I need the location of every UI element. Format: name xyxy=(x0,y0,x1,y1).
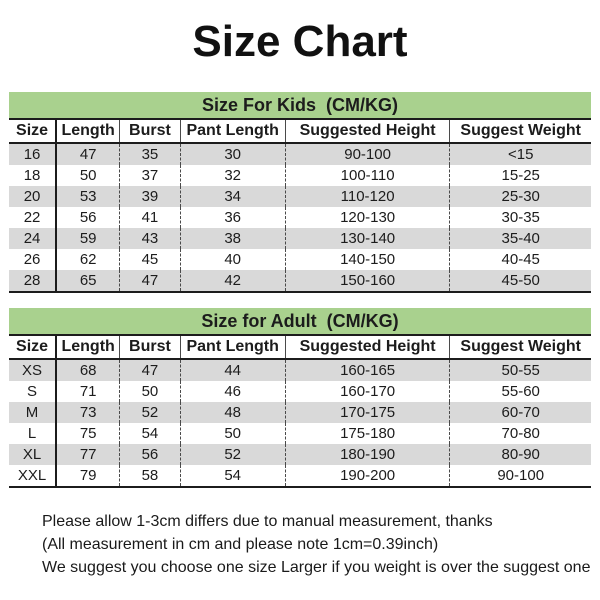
table-cell: 47 xyxy=(120,359,180,381)
header-row xyxy=(9,335,591,359)
column-header: Burst xyxy=(120,335,180,359)
table-cell: 180-190 xyxy=(285,444,450,465)
table-cell: 15-25 xyxy=(501,167,540,184)
table-cell: 80-90 xyxy=(501,446,540,463)
table-cell: M xyxy=(9,402,56,423)
table-row xyxy=(9,207,591,228)
table-row xyxy=(9,423,591,444)
table-cell: 160-170 xyxy=(285,381,450,402)
table-cell: 30-35 xyxy=(501,209,540,226)
table-cell: 79 xyxy=(56,465,120,487)
table-cell: 22 xyxy=(9,207,56,228)
note-line-1: Please allow 1-3cm differs due to manual measurement, thanks xyxy=(42,513,493,530)
table-row xyxy=(9,402,591,423)
column-header: Pant Length xyxy=(180,335,285,359)
table-cell: 110-120 xyxy=(285,186,450,207)
table-cell: 47 xyxy=(120,270,180,292)
table-cell: 50 xyxy=(56,165,120,186)
table-cell: 26 xyxy=(9,249,56,270)
table-row xyxy=(9,186,591,207)
kids-size-table xyxy=(9,118,591,293)
table-cell: 56 xyxy=(120,444,180,465)
table-cell: 24 xyxy=(9,228,56,249)
column-header: Length xyxy=(56,119,120,143)
header-row xyxy=(9,119,591,143)
table-cell: 45 xyxy=(120,249,180,270)
table-cell: 39 xyxy=(120,186,180,207)
table-cell: 41 xyxy=(120,207,180,228)
table-row xyxy=(9,270,591,292)
table-cell: 90-100 xyxy=(497,467,545,484)
adult-section xyxy=(0,308,600,488)
table-row xyxy=(9,165,591,186)
table-cell: 60-70 xyxy=(501,404,540,421)
table-cell: 36 xyxy=(180,207,285,228)
table-cell: 190-200 xyxy=(285,465,450,487)
adult-section-header: Size for Adult (CM/KG) xyxy=(9,308,591,334)
column-header: Pant Length xyxy=(180,119,285,143)
table-cell: 52 xyxy=(180,444,285,465)
table-cell: XXL xyxy=(9,465,56,487)
table-cell: 48 xyxy=(180,402,285,423)
table-cell: 170-175 xyxy=(285,402,450,423)
table-cell: 54 xyxy=(180,465,285,487)
table-cell: 35 xyxy=(120,143,180,165)
table-cell: 25-30 xyxy=(501,188,540,205)
table-cell: 140-150 xyxy=(285,249,450,270)
table-cell: 50-55 xyxy=(501,362,540,379)
table-cell: 150-160 xyxy=(285,270,450,292)
table-cell: 58 xyxy=(120,465,180,487)
table-cell: 59 xyxy=(56,228,120,249)
table-cell: 77 xyxy=(56,444,120,465)
table-cell: 52 xyxy=(120,402,180,423)
table-cell: 175-180 xyxy=(285,423,450,444)
table-cell: 37 xyxy=(120,165,180,186)
column-header: Suggest Weight xyxy=(450,119,591,143)
table-row xyxy=(9,359,591,381)
page-title: Size Chart xyxy=(192,17,408,66)
table-cell: 130-140 xyxy=(285,228,450,249)
table-cell: 55-60 xyxy=(501,383,540,400)
table-cell: 120-130 xyxy=(285,207,450,228)
table-row xyxy=(9,249,591,270)
table-cell: 40 xyxy=(180,249,285,270)
column-header: Size xyxy=(9,119,56,143)
column-header: Suggested Height xyxy=(285,335,450,359)
table-cell: 18 xyxy=(9,165,56,186)
table-cell: 65 xyxy=(56,270,120,292)
measurement-notes xyxy=(42,510,600,579)
table-cell: 62 xyxy=(56,249,120,270)
table-row xyxy=(9,381,591,402)
table-cell: 28 xyxy=(9,270,56,292)
table-cell: XL xyxy=(9,444,56,465)
table-cell: L xyxy=(9,423,56,444)
table-cell: 50 xyxy=(120,381,180,402)
table-row xyxy=(9,444,591,465)
table-cell: <15 xyxy=(507,146,534,163)
table-cell: 38 xyxy=(180,228,285,249)
table-cell: 35-40 xyxy=(501,230,540,247)
column-header: Suggest Weight xyxy=(450,335,591,359)
adult-size-table xyxy=(9,334,591,488)
column-header: Size xyxy=(9,335,56,359)
table-cell: 16 xyxy=(9,143,56,165)
table-cell: 20 xyxy=(9,186,56,207)
table-cell: S xyxy=(9,381,56,402)
column-header: Suggested Height xyxy=(285,119,450,143)
table-cell: 44 xyxy=(180,359,285,381)
table-cell: 71 xyxy=(56,381,120,402)
note-line-3: We suggest you choose one size Larger if you weight is over the suggest one xyxy=(42,559,591,576)
table-cell: 40-45 xyxy=(501,251,540,268)
table-cell: 90-100 xyxy=(285,143,450,165)
table-cell: 68 xyxy=(56,359,120,381)
table-cell: 46 xyxy=(180,381,285,402)
table-row xyxy=(9,465,591,487)
column-header: Burst xyxy=(120,119,180,143)
kids-section xyxy=(0,92,600,293)
table-cell: 45-50 xyxy=(501,272,540,289)
table-cell: 54 xyxy=(120,423,180,444)
table-cell: 34 xyxy=(180,186,285,207)
table-cell: 53 xyxy=(56,186,120,207)
table-cell: 160-165 xyxy=(285,359,450,381)
table-cell: 32 xyxy=(180,165,285,186)
table-cell: 100-110 xyxy=(285,165,450,186)
table-cell: 43 xyxy=(120,228,180,249)
table-row xyxy=(9,143,591,165)
note-line-2: (All measurement in cm and please note 1cm=0.39inch) xyxy=(42,536,439,553)
table-cell: 42 xyxy=(180,270,285,292)
table-cell: 70-80 xyxy=(501,425,540,442)
table-cell: 50 xyxy=(180,423,285,444)
table-cell: 30 xyxy=(180,143,285,165)
column-header: Length xyxy=(56,335,120,359)
table-cell: 73 xyxy=(56,402,120,423)
table-cell: XS xyxy=(9,359,56,381)
table-cell: 47 xyxy=(56,143,120,165)
table-cell: 75 xyxy=(56,423,120,444)
table-row xyxy=(9,228,591,249)
kids-section-header: Size For Kids (CM/KG) xyxy=(9,92,591,118)
table-cell: 56 xyxy=(56,207,120,228)
